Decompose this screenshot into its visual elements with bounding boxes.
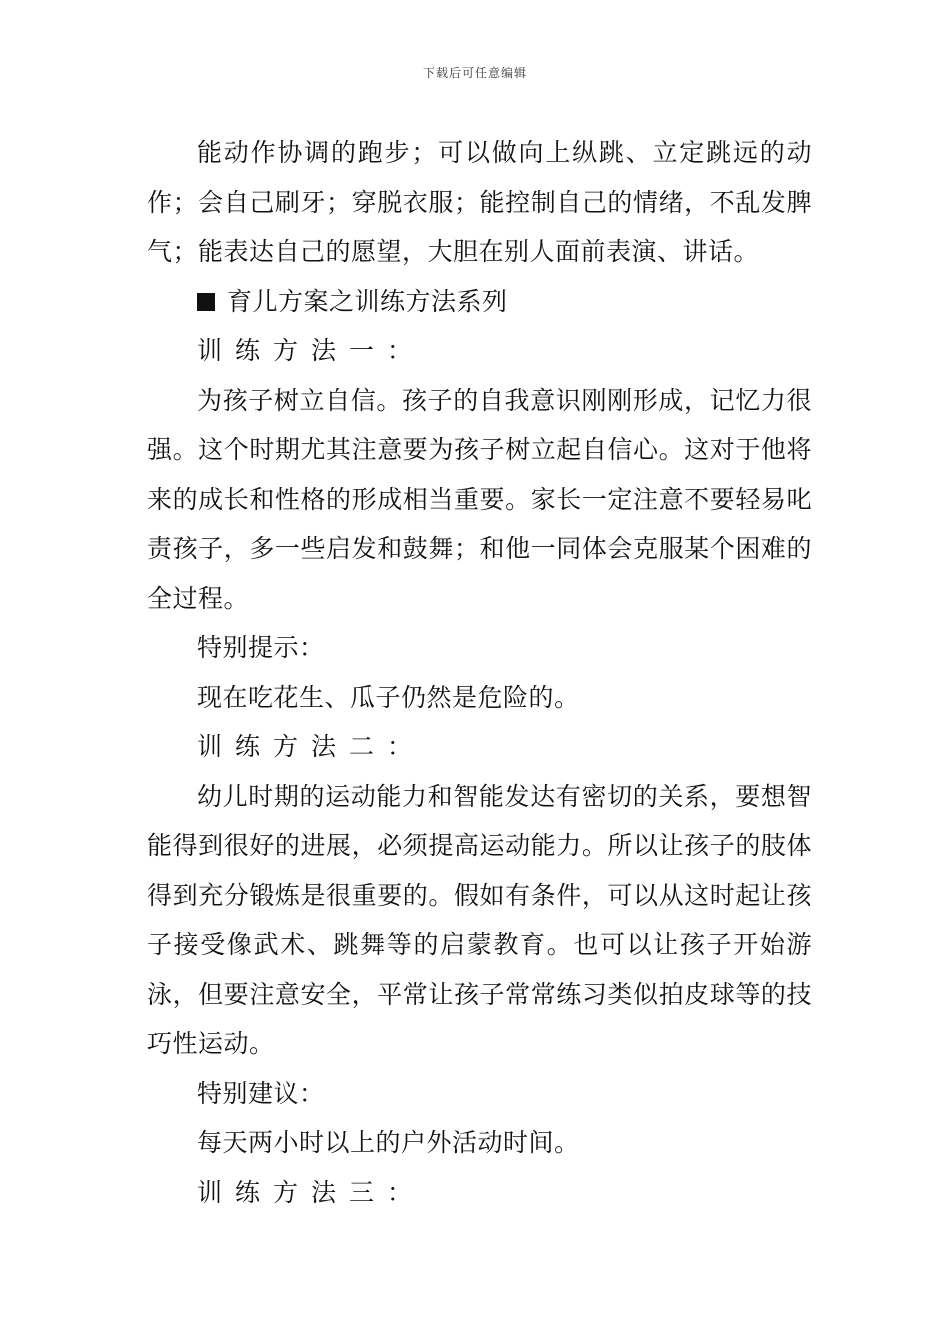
paragraph-motor-skills: 能动作协调的跑步；可以做向上纵跳、立定跳远的动作；会自己刷牙；穿脱衣服；能控制自己的情绪，不乱发脾气；能表达自己的愿望，大胆在别人面前表演、讲话。 bbox=[147, 138, 812, 266]
square-bullet-icon bbox=[197, 293, 215, 311]
special-advice-label: 特别建议： bbox=[197, 1078, 325, 1108]
paragraph-exercise: 幼儿时期的运动能力和智能发达有密切的关系，要想智能得到很好的进展，必须提高运动能力。所以让孩子的肢体得到充分锻炼是很重要的。假如有条件，可以从这时起让孩子接受像武术、跳舞等的启蒙教育。也可以让孩子开始游泳，但要注意安全，平常让孩子常常练习类似拍皮球等的技巧性运动。 bbox=[147, 781, 812, 1058]
special-advice-text: 每天两小时以上的户外活动时间。 bbox=[197, 1128, 580, 1157]
document-body bbox=[147, 128, 812, 1217]
page-header: 下载后可任意编辑 bbox=[422, 66, 527, 80]
method-one-heading: 训练方法一： bbox=[197, 336, 426, 365]
special-tip-label: 特别提示： bbox=[197, 633, 325, 662]
method-two-heading: 训练方法二： bbox=[197, 732, 426, 761]
method-three-heading: 训练方法三： bbox=[197, 1177, 426, 1207]
section-heading-text: 育儿方案之训练方法系列 bbox=[227, 286, 508, 316]
paragraph-confidence: 为孩子树立自信。孩子的自我意识刚刚形成，记忆力很强。这个时期尤其注意要为孩子树立起自信心。这对于他将来的成长和性格的形成相当重要。家长一定注意不要轻易叱责孩子，多一些启发和鼓舞；和他一同体会克服某个困难的全过程。 bbox=[147, 385, 812, 613]
section-heading bbox=[147, 277, 812, 327]
special-tip-text: 现在吃花生、瓜子仍然是危险的。 bbox=[197, 682, 580, 712]
